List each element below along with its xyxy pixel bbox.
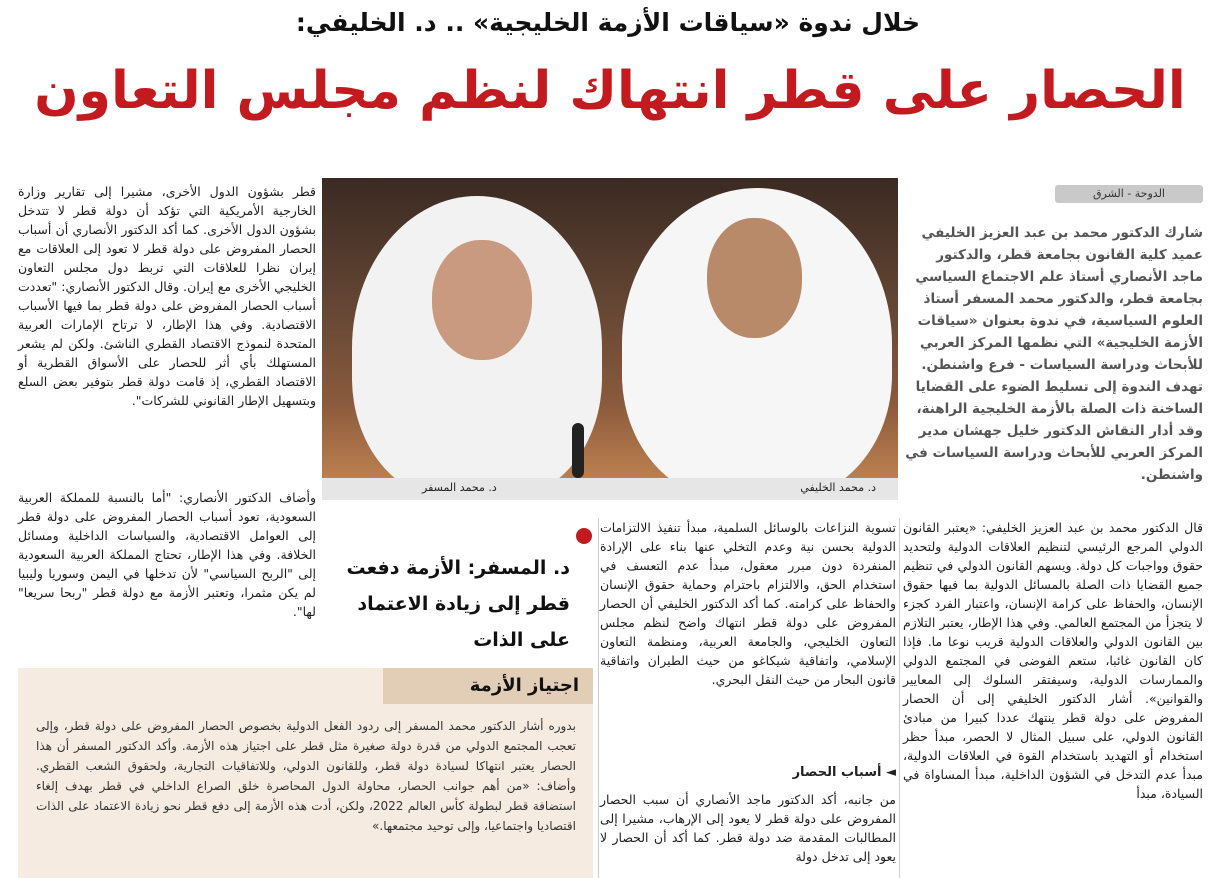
left-column-bottom: وأضاف الدكتور الأنصاري: "أما بالنسبة للمملكة العربية السعودية، تعود أسباب الحصار المفروض على دولة قطر إلى العوامل الاقتصادية، والسياسات الداخلية ومسائل الخلافة. وفي هذا الإطار، تحتاج المملكة العربية السعودية إلى "الربح السياسي" لأن تدخلها في اليمن وسوريا وليبيا لم يكن مثمرا، وتعتبر الأزمة مع دولة قطر "ربحا سريعا" لها". <box>18 490 316 619</box>
person-right-face <box>707 218 802 338</box>
caption-left: د. محمد المسفر <box>422 481 497 494</box>
column-divider <box>899 518 900 878</box>
microphone <box>572 423 584 478</box>
box-title: اجتياز الأزمة <box>383 668 593 704</box>
subheading-asbab: ◄ أسباب الحصار <box>792 765 896 780</box>
left-column-top: قطر بشؤون الدول الأخرى، مشيرا إلى تقارير وزارة الخارجية الأمريكية التي تؤكد أن دولة قطر لا تتدخل بشؤون الدول الأخرى. كما أكد الدكتور الأنصاري أن أسباب الحصار المفروض على دولة قطر لا تعود إلى العلاقات مع إيران نظرا للعلاقات التي تربط دول مجلس التعاون الخليجي الأخرى مع إيران. وقال الدكتور الأنصاري: "تعددت أسباب الحصار المفروض على دولة قطر بما فيها الأسباب الاقتصادية. وفي هذا الإطار، لا ترتاح الإمارات العربية المتحدة لنموذج الاقتصاد القطري الناشئ. ولكن لم يشعر المستهلك بأي أثر للحصار على الأسواق القطرية أو الاقتصاد القطري، إذ قامت دولة قطر بتوفير بعض السلع وبتسهيل الإطار القانوني للشركات". <box>18 184 316 408</box>
right-column: قال الدكتور محمد بن عبد العزيز الخليفي: «يعتبر القانون الدولي المرجع الرئيسي لتنظيم العلاقات الدولية ولتحديد حقوق وواجبات كل دولة. ويسهم القانون الدولي في تنظيم جميع القضايا ذات الصلة بالمسائل الدولية بما فيها حقوق الإنسان، والحفاظ على كرامة الإنسان، واعتبار الفرد كجزء لا يتجزأ من المجتمع العالمي. وفي هذا الإطار، يعتبر التلازم بين القانون الدولي والعلاقات الدولية قريب نوعا ما. فإذا كان القانون غائبا، ستعم الفوضى في المجتمع الدولي والممارسات الدولية، وسيفتقر السلوك إلى المعايير والقوانين». أشار الدكتور الخليفي إلى أن الحصار المفروض على دولة قطر ينتهك عددا كبيرا من مبادئ القانون الدولي، على سبيل المثال لا الحصر، مبدأ حظر استخدام أو التهديد باستخدام القوة في العلاقات الدولية، مبدأ عدم التدخل في الشؤون الداخلية، مبدأ المساواة في السيادة، مبدأ <box>903 520 1203 801</box>
sidebar-box <box>18 668 593 878</box>
middle-column-2: من جانبه، أكد الدكتور ماجد الأنصاري أن سبب الحصار المفروض على دولة قطر لا يعود إلى الإرهاب، مشيرا إلى المطالبات المقدمة ضد دولة قطر. كما أكد أن الحصار لا يعود إلى تدخل دولة <box>600 792 896 864</box>
pull-quote-text: د. المسفر: الأزمة دفعت قطر إلى زيادة الاعتماد على الذات <box>346 557 570 651</box>
middle-column: تسوية النزاعات بالوسائل السلمية، مبدأ تنفيذ الالتزامات الدولية بحسن نية وعدم التخلي عنها بناء على الإرادة المنفردة دون مبرر معقول، مبدأ عدم التعسف في استخدام الحق، والالتزام باحترام وحماية حقوق الإنسان والحفاظ على كرامته. كما أكد الدكتور الخليفي أن الحصار المفروض على دولة قطر انتهاك واضح لنظم مجلس التعاون الخليجي، والجامعة العربية، ومنظمة التعاون الإسلامي، واتفاقية شيكاغو من حيث الطيران واتفاقية قانون البحار من حيث النقل البحري. <box>600 520 896 687</box>
pull-quote <box>322 522 596 651</box>
dateline: الدوحة - الشرق <box>1055 185 1203 203</box>
column-divider <box>598 518 599 878</box>
caption-right: د. محمد الخليفي <box>800 481 876 494</box>
headline: الحصار على قطر انتهاك لنظم مجلس التعاون <box>34 61 1186 121</box>
photo-captions <box>322 478 898 500</box>
box-text: بدوره أشار الدكتور محمد المسفر إلى ردود الفعل الدولية بخصوص الحصار المفروض على دولة قطر، وإلى تعجب المجتمع الدولي من قدرة دولة صغيرة مثل قطر على اجتياز هذه الأزمة. وأكد الدكتور المسفر أن هذا الحصار يعتبر انتهاكا لسيادة دولة قطر، وللقانون الدولي، وللاتفاقيات التجارية، ولحقوق الشعب القطري. وأضاف: «من أهم جوانب الحصار، محاولة الدول المحاصرة خلق الصراع الداخلي في قطر بهدف إلغاء استضافة قطر لبطولة كأس العالم 2022، ولكن، أدت هذه الأزمة إلى دفع قطر نحو زيادة الاعتماد على الذات اقتصاديا واجتماعيا، وإلى توحيد مجتمعها.» <box>36 719 576 833</box>
photo <box>322 178 898 500</box>
person-left-face <box>432 240 532 360</box>
quote-icon <box>576 528 592 544</box>
intro-paragraph: شارك الدكتور محمد بن عبد العزيز الخليفي عميد كلية القانون بجامعة قطر، والدكتور ماجد الأنصاري أستاذ علم الاجتماع السياسي بجامعة قطر، والدكتور محمد المسفر أستاذ العلوم السياسية، في ندوة بعنوان «سياقات الأزمة الخليجية» التي نظمها المركز العربي للأبحاث ودراسة السياسات - فرع واشنطن. تهدف الندوة إلى تسليط الضوء على القضايا الساخنة ذات الصلة بالأزمة الخليجية الراهنة، وقد أدار النقاش الدكتور خليل جهشان مدير المركز العربي للأبحاث ودراسة السياسات في واشنطن. <box>905 225 1203 483</box>
kicker: خلال ندوة «سياقات الأزمة الخليجية» .. د. الخليفي: <box>295 8 920 37</box>
